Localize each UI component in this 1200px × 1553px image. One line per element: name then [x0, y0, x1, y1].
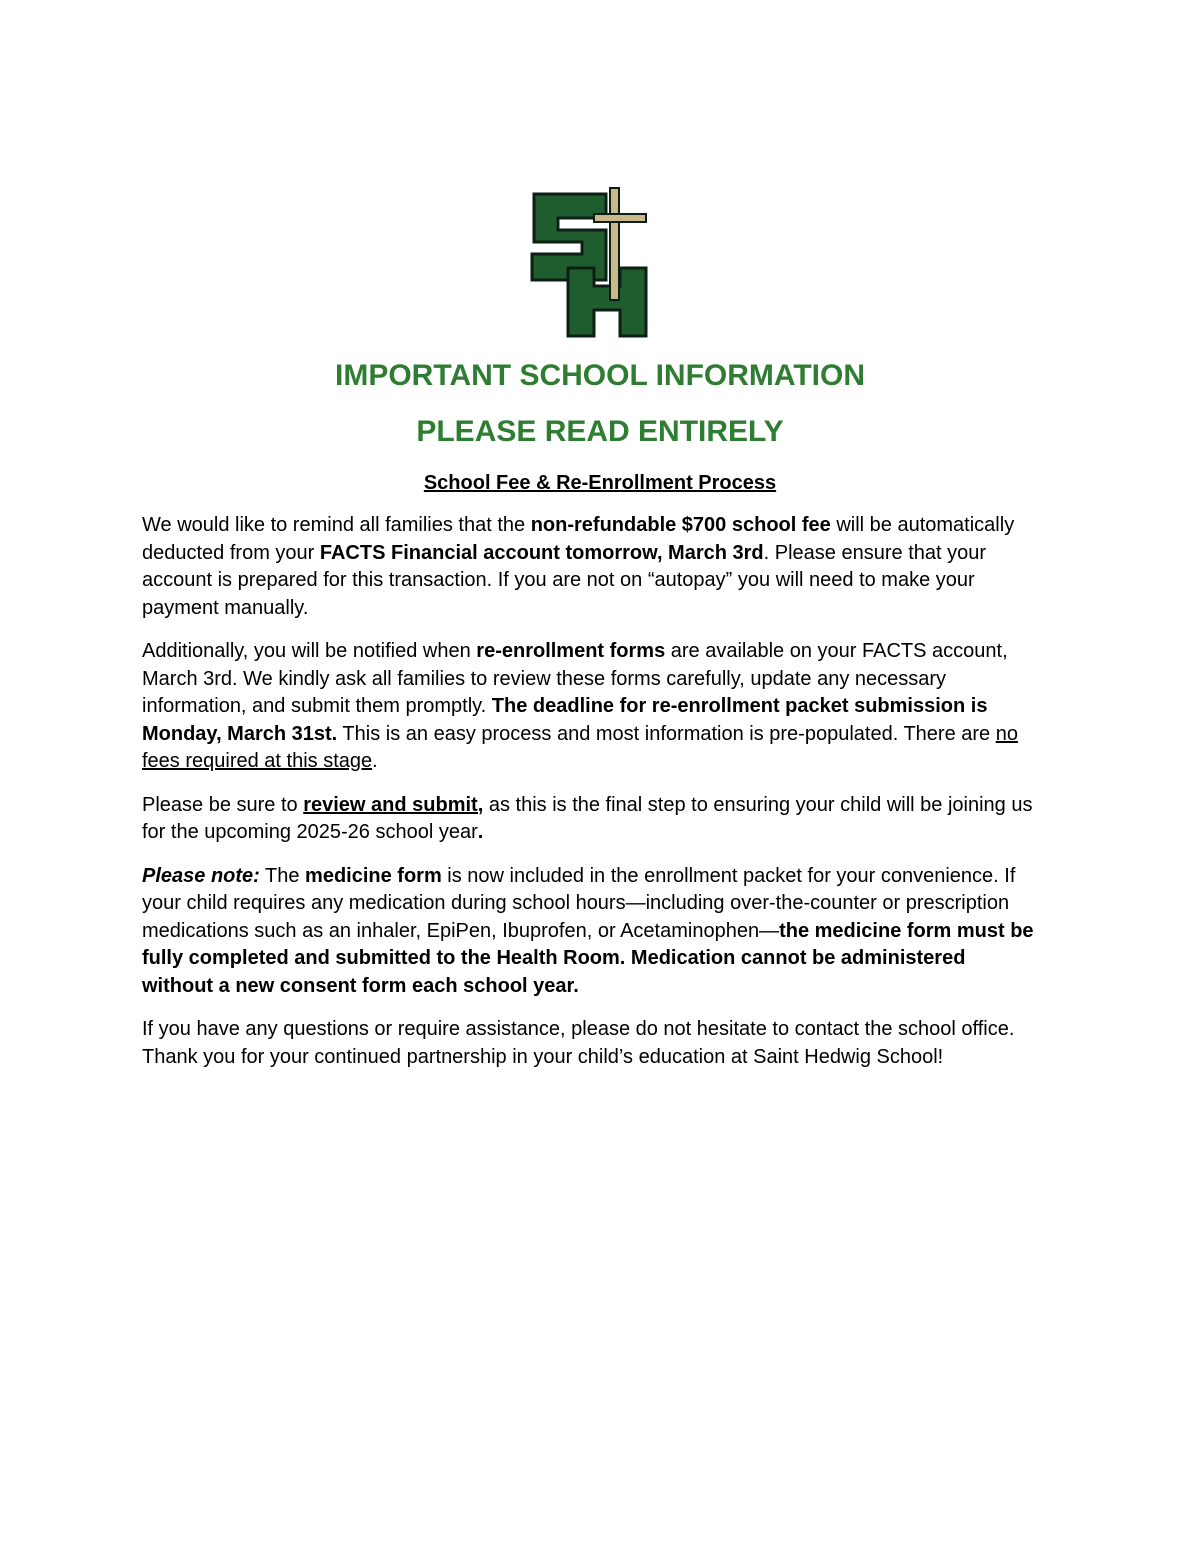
page-subtitle: PLEASE READ ENTIRELY: [416, 415, 784, 448]
paragraph-medicine-form: Please note: The medicine form is now included in the enrollment packet for your convenience. If your child requires any medication during school hours—including over-the-counter or prescription medications such as an inhaler, EpiPen, Ibuprofen, or Acetaminophen—the medicine form must be fully completed and submitted to the Health Room. Medication cannot be administered without a new consent form each school year.: [142, 864, 1034, 997]
section-title-text: School Fee & Re-Enrollment Process: [423, 472, 777, 494]
paragraph-re-enrollment: Additionally, you will be notified when re-enrollment forms are available on your FACTS account, March 3rd. We kindly ask all families to review these forms carefully, update any necessary information, and submit them promptly. The deadline for re-enrollment packet submission is Monday, March 31st. This is an easy process and most information is pre-populated. There are no fees required at this stage.: [142, 640, 1018, 772]
paragraph-school-fee: We would like to remind all families that the non-refundable $700 school fee will be automatically deducted from your FACTS Financial account tomorrow, March 3rd. Please ensure that your account is prepared for this transaction. If you are not on “autopay” you will need to make your payment manually.: [142, 514, 1015, 619]
page-title: IMPORTANT SCHOOL INFORMATION: [335, 359, 865, 392]
paragraph-contact: If you have any questions or require assistance, please do not hesitate to contact the school office.: [142, 1018, 1015, 1040]
school-logo: [528, 184, 652, 342]
letter-body: [142, 512, 1042, 1071]
paragraph-review-submit: Please be sure to review and submit, as this is the final step to ensuring your child will be joining us for the upcoming 2025-26 school year.: [142, 793, 1033, 843]
section-title: [0, 470, 1200, 496]
paragraph-thank-you: Thank you for your continued partnership in your child’s education at Saint Hedwig School!: [142, 1045, 944, 1068]
